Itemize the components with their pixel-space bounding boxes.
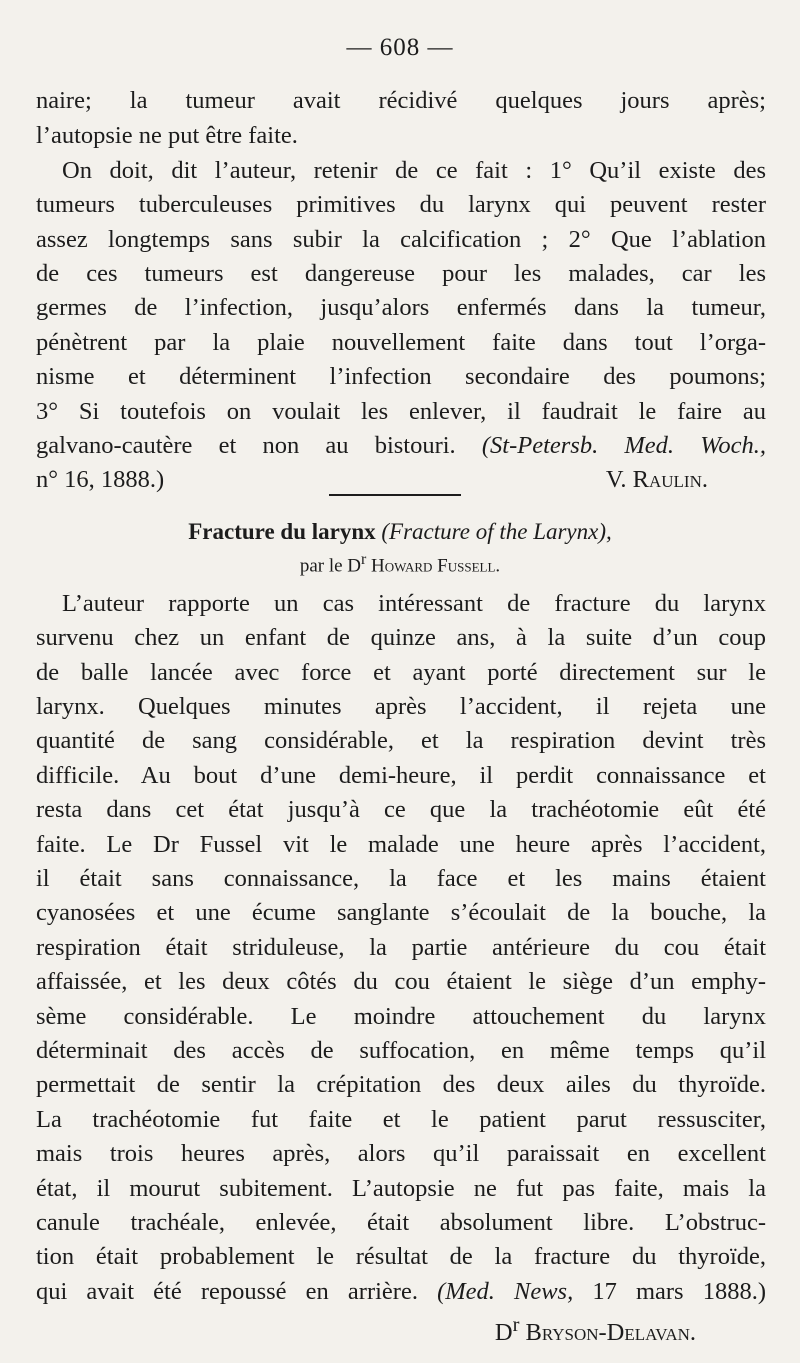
citation-source: (Med. News, (437, 1278, 574, 1305)
text-line: faite. Le Dr Fussel vit le malade une heure après l’accident, (36, 831, 766, 858)
text-line: La trachéotomie fut faite et le patient parut ressusciter, (36, 1106, 766, 1133)
article-byline (0, 551, 800, 577)
text-line: mais trois heures après, alors qu’il paraissait en excellent (36, 1140, 766, 1167)
citation-source: (St-Petersb. Med. Woch., (481, 432, 766, 459)
text-line: naire; la tumeur avait récidivé quelques jours après; (36, 87, 766, 114)
text-line: état, il mourut subitement. L’autopsie ne fut pas faite, mais la (36, 1175, 766, 1202)
citation-end: n° 16, 1888.) (36, 466, 165, 493)
citation-text: galvano-cautère et non au bistouri. (36, 432, 482, 459)
text-line: de balle lancée avec force et ayant porté directement sur le (36, 659, 766, 686)
text-line: de ces tumeurs est dangereuse pour les malades, car les (36, 260, 766, 287)
text-line: larynx. Quelques minutes après l’accident, il rejeta une (36, 693, 766, 720)
text-line: quantité de sang considérable, et la respiration devint très (36, 727, 766, 754)
text-line: survenu chez un enfant de quinze ans, à la suite d’un coup (36, 624, 766, 651)
text-line: respiration était striduleuse, la partie antérieure du cou était (36, 934, 766, 961)
text-line: 3° Si toutefois on voulait les enlever, il faudrait le faire au (36, 398, 766, 425)
title-bold: Fracture du larynx (188, 519, 376, 544)
text-line: affaissée, et les deux côtés du cou étaient le siège d’un emphy- (36, 968, 766, 995)
text-line: cyanosées et une écume sanglante s’écoulait de la bouche, la (36, 899, 766, 926)
author-signature (36, 1309, 696, 1347)
signature-name: Bryson-Delavan. (519, 1319, 696, 1347)
citation-line (36, 429, 766, 462)
signature-prefix: D (494, 1319, 513, 1347)
text-line: resta dans cet état jusqu’à ce que la trachéotomie eût été (36, 796, 766, 823)
signature-sup: r (512, 1314, 520, 1336)
text-line: difficile. Au bout d’une demi-heure, il perdit connaissance et (36, 762, 766, 789)
text-line: tion était probablement le résultat de la fracture du thyroïde, (36, 1243, 766, 1270)
byline-name: Howard Fussell. (371, 555, 501, 577)
text-line: tumeurs tuberculeuses primitives du larynx qui peuvent rester (36, 191, 766, 218)
author-signature (36, 463, 708, 496)
text-line: sème considérable. Le moindre attouchement du larynx (36, 1003, 766, 1030)
text-line: l’autopsie ne put être faite. (36, 122, 298, 149)
text-line: il était sans connaissance, la face et les mains étaient (36, 865, 766, 892)
text-line: pénètrent par la plaie nouvellement faite dans tout l’orga- (36, 329, 766, 356)
signature-name: Raulin. (632, 466, 708, 493)
page-number: — 608 — (346, 34, 454, 61)
article-title (0, 519, 800, 545)
byline-sup: r (361, 551, 367, 568)
citation-text: qui avait été repoussé en arrière. (36, 1278, 438, 1305)
title-italic: (Fracture of the Larynx), (381, 519, 612, 544)
text-line: canule trachéale, enlevée, était absolument libre. L’obstruc- (36, 1209, 766, 1236)
text-line: germes de l’infection, jusqu’alors enfermés dans la tumeur, (36, 294, 766, 321)
text-line: nisme et déterminent l’infection secondaire des poumons; (36, 363, 766, 390)
signature-prefix: V. (605, 466, 633, 493)
text-line: L’auteur rapporte un cas intéressant de fracture du larynx (62, 590, 766, 617)
byline-prefix: par le D (299, 555, 362, 577)
section-divider (329, 494, 461, 496)
citation-date: 17 mars 1888.) (573, 1278, 766, 1305)
text-line: permettait de sentir la crépitation des deux ailes du thyroïde. (36, 1071, 766, 1098)
text-line: assez longtemps sans subir la calcification ; 2° Que l’ablation (36, 226, 766, 253)
text-line: On doit, dit l’auteur, retenir de ce fait : 1° Qu’il existe des (62, 157, 766, 184)
text-line: déterminait des accès de suffocation, en même temps qu’il (36, 1037, 766, 1064)
citation-line (36, 1275, 766, 1308)
